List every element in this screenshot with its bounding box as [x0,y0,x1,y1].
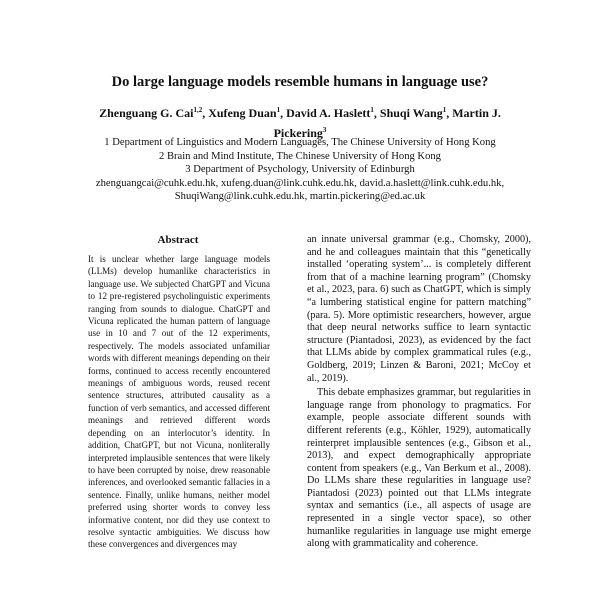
body-paragraph: This debate emphasizes grammar, but regularities in language range from phonology to pragmatics. For example, people associate different sounds with different referents (e.g., Köhler, 1929), automatically reinterpret implausible sentences (e.g., Gibson et al., 2013), and expect demographically appropriate content from speakers (e.g., Van Berkum et al., 2008). Do LLMs share these regularities in language use? Piantadosi (2023) pointed out that LLMs integrate syntax and semantics (i.e., all aspects of usage are represented in a single vector space), so other humanlike regularities in language use might emerge along with grammaticality and coherence. [307,387,531,550]
author: Xufeng Duan$^1$, [208,106,287,120]
body-paragraph: an innate universal grammar (e.g., Chomsky, 2000), and he and colleagues maintain that this “genetically installed ‘operating system’... is completely different from that of a machine learning program” (Chomsky et al., 2023, para. 6) such as ChatGPT, which is simply “a lumbering statistical engine for pattern matching” (para. 5). More optimistic researchers, however, argue that deep neural networks suffice to learn syntactic structure (Piantadosi, 2023), as evidenced by the fact that LLMs abide by complex grammatical rules (e.g., Goldberg, 2019; Linzen & Baroni, 2021; McCoy et al., 2019). [307,234,531,384]
abstract-text: It is unclear whether large language models (LLMs) develop humanlike characteristics in language use. We subjected ChatGPT and Vicuna to 12 pre-registered psycholinguistic experiments ranging from sounds to dialogue. ChatGPT and Vicuna replicated the human pattern of language use in 10 and 7 out of the 12 experiments, respectively. The models associated unfamiliar words with different meanings depending on their forms, continued to access recently encountered meanings of ambiguous words, reused recent sentence structures, attributed causality as a function of verb semantics, and accessed different meanings and retrieved different words depending on an interlocutor’s identity. In addition, ChatGPT, but not Vicuna, nonliterally interpreted implausible sentences that were likely to have been corrupted by noise, drew reasonable inferences, and overlooked semantic fallacies in a sentence. Finally, unlike humans, neither model preferred using shorter words to convey less informative content, nor did they use context to resolve syntactic ambiguities. We discuss how these convergences and divergences may [88,254,270,550]
email-line: zhenguangcai@cuhk.edu.hk, xufeng.duan@link.cuhk.edu.hk, david.a.haslett@link.cuhk.edu.hk, [95,177,505,189]
email-line: ShuqiWang@link.cuhk.edu.hk, martin.pickering@ed.ac.uk [174,191,426,202]
affiliation-line: 2 Brain and Mind Institute, The Chinese University of Hong Kong [159,150,441,162]
body-column [307,234,531,600]
affiliation-line: 1 Department of Linguistics and Modern Languages, The Chinese University of Hong Kong [104,137,496,148]
author: Shuqi Wang$^1$, [379,106,453,120]
abstract-heading: Abstract [157,234,199,246]
affiliation-line: 3 Department of Psychology, University of Edinburgh [185,164,415,175]
author: Martin J. Pickering$^3$ [273,106,501,140]
affiliations [40,136,560,204]
paper-title: Do large language models resemble humans in language use? [111,74,489,90]
author: David A. Haslett$^1$, [286,106,380,120]
author: Zhenguang G. Cai$^{1,2}$, [99,106,209,120]
